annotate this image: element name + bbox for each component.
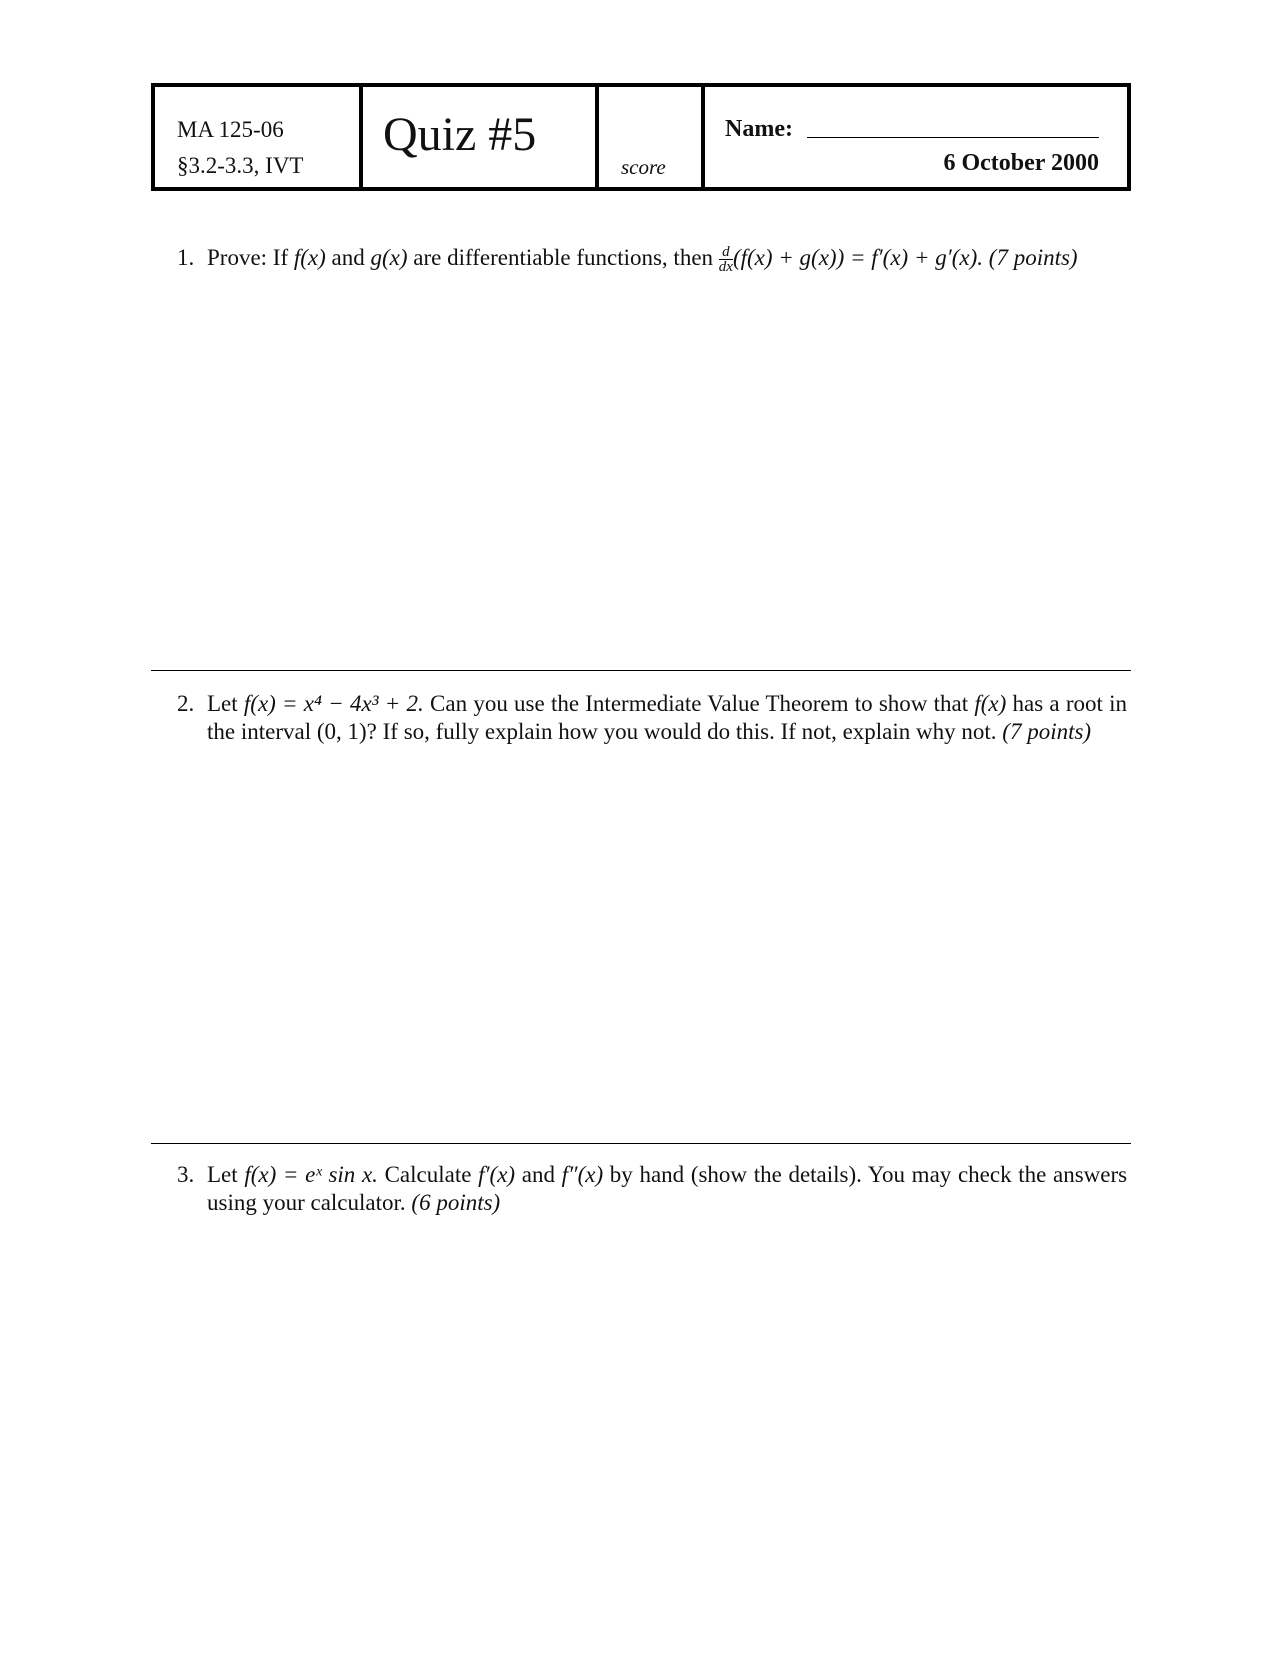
question-middle: are differentiable functions, then (413, 245, 714, 270)
question-points: (7 points) (988, 245, 1078, 270)
math-expression: f(x) = eˣ sin x. (244, 1162, 378, 1187)
question-prefix: Let (207, 1162, 238, 1187)
math-f: f(x) (293, 245, 326, 270)
math-f-double-prime: f″(x) (561, 1162, 604, 1187)
title-cell (359, 87, 595, 187)
question-3 (177, 1161, 1127, 1217)
question-points: (6 points) (411, 1190, 501, 1215)
question-text (207, 690, 1127, 746)
math-f: f(x) (974, 691, 1007, 716)
question-body-2: by hand (show the details). You may check the answers using your calculator. (207, 1162, 1128, 1215)
question-1 (177, 244, 1127, 274)
math-f-prime: f′(x) (478, 1162, 516, 1187)
question-body: Calculate (384, 1162, 472, 1187)
score-label: score (621, 155, 666, 179)
question-number: 1. (177, 245, 195, 270)
question-body-2: has a root in the interval (0, 1)? If so, fully explain how you would do this. If not, explain why not. (207, 691, 1128, 744)
name-cell (701, 87, 1127, 187)
question-text (207, 1161, 1127, 1217)
derivative-fraction (719, 245, 733, 274)
frac-numerator: d (722, 244, 730, 261)
question-prefix: Prove: If (207, 245, 289, 270)
name-blank-line (807, 137, 1099, 138)
quiz-title: Quiz #5 (383, 108, 537, 161)
question-2 (177, 690, 1127, 746)
question-and: and (521, 1162, 555, 1187)
course-code: MA 125-06 (177, 117, 284, 142)
section-divider (151, 670, 1131, 671)
quiz-date: 6 October 2000 (943, 150, 1099, 176)
question-body: Can you use the Intermediate Value Theorem to show that (430, 691, 969, 716)
question-prefix: Let (207, 691, 238, 716)
question-number: 2. (177, 691, 195, 716)
question-number: 3. (177, 1162, 195, 1187)
question-text (207, 244, 1127, 274)
name-label: Name: (725, 116, 793, 142)
frac-denominator: dx (718, 259, 733, 276)
math-expression: (f(x) + g(x)) = f′(x) + g′(x). (732, 245, 984, 270)
question-points: (7 points) (1002, 719, 1092, 744)
question-and: and (331, 245, 365, 270)
section-divider (151, 1143, 1131, 1144)
course-cell (155, 87, 359, 187)
math-expression: f(x) = x⁴ − 4x³ + 2. (243, 691, 424, 716)
score-cell (595, 87, 701, 187)
math-g: g(x) (370, 245, 408, 270)
course-sections: §3.2-3.3, IVT (177, 153, 304, 178)
quiz-header-box (151, 83, 1131, 191)
